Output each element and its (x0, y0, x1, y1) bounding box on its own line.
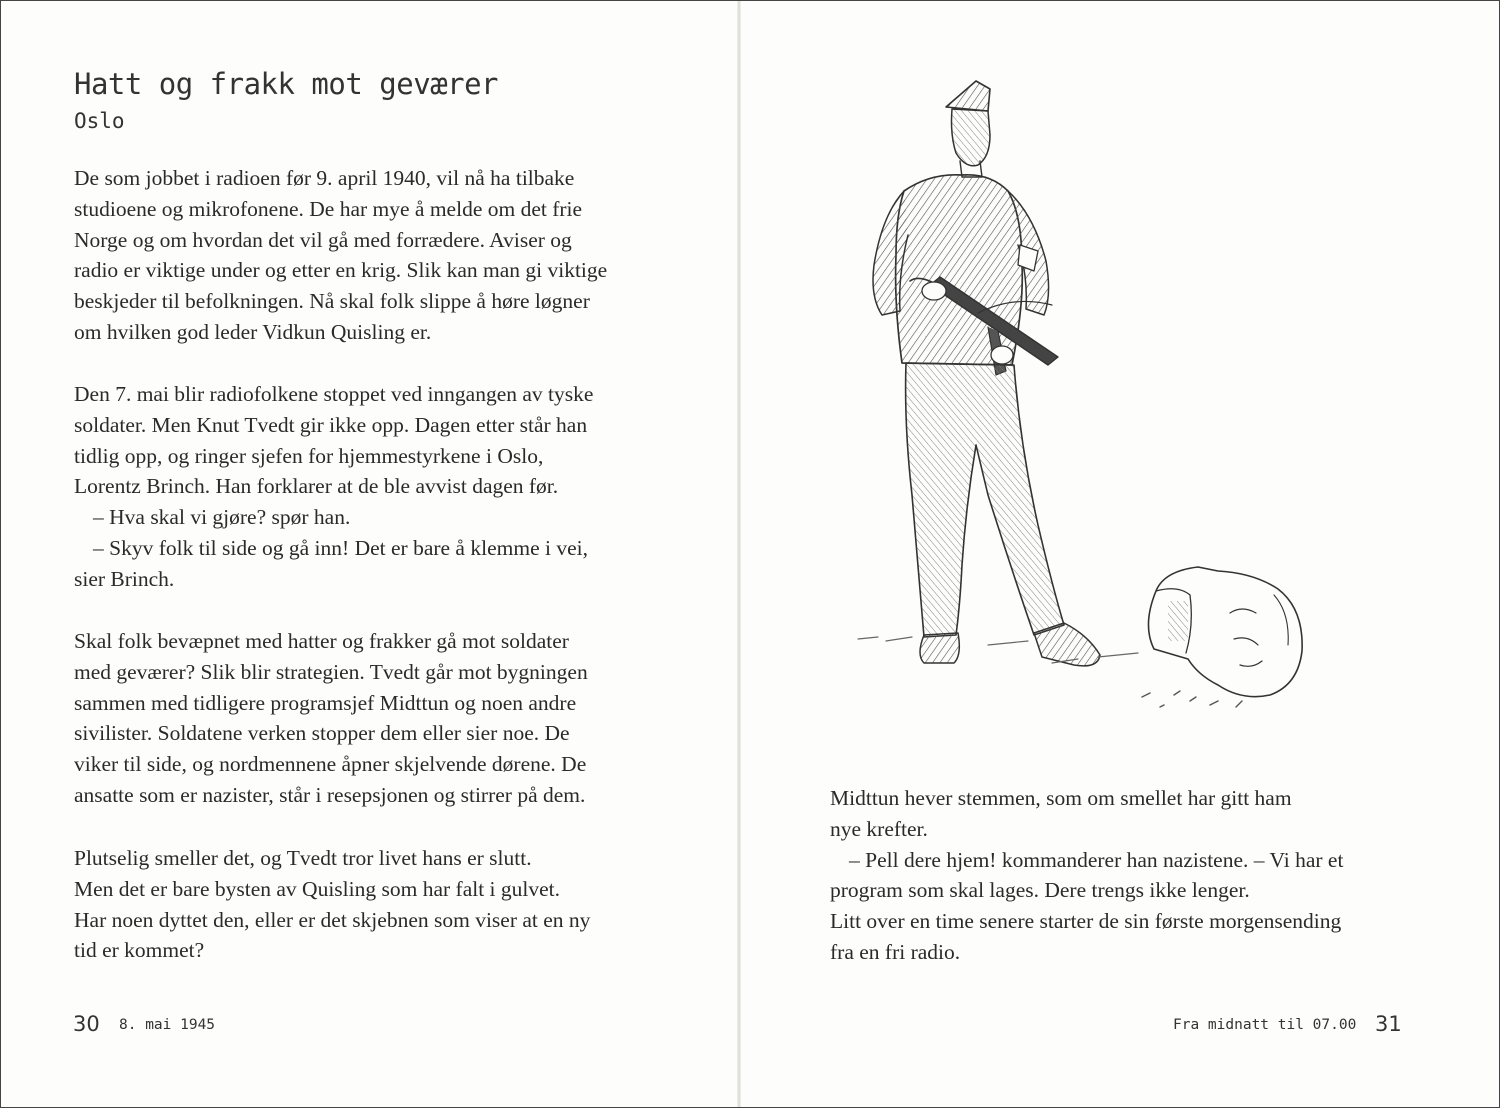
text-line: Norge og om hvordan det vil gå med forrædere. Aviser og (74, 227, 572, 252)
page-number-right: 31 (1375, 1012, 1402, 1036)
dialogue-line: – Hva skal vi gjøre? spør han. (93, 505, 351, 530)
paragraph-3 (74, 626, 588, 811)
text-line: ansatte som er nazister, står i resepsjonen og stirrer på dem. (74, 782, 586, 807)
text-line: med geværer? Slik blir strategien. Tvedt går mot bygningen (74, 659, 588, 684)
text-line: sier Brinch. (74, 566, 175, 591)
text-line: Midttun hever stemmen, som om smellet har gitt ham (830, 786, 1292, 810)
chapter-title: Hatt og frakk mot geværer (74, 67, 498, 101)
text-line: studioene og mikrofonene. De har mye å melde om det frie (74, 196, 583, 221)
text-line: De som jobbet i radioen før 9. april 1940, vil nå ha tilbake (74, 166, 575, 190)
text-line: Litt over en time senere starter de sin første morgensending (830, 909, 1342, 934)
text-line: sammen med tidligere programsjef Midttun og noen andre (74, 690, 577, 715)
running-head-left: 8. mai 1945 (119, 1017, 216, 1033)
text-line: Men det er bare bysten av Quisling som har falt i gulvet. (74, 876, 561, 901)
text-line: fra en fri radio. (830, 939, 961, 964)
chapter-place: Oslo (74, 109, 125, 133)
text-line: program som skal lages. Dere trengs ikke lenger. (830, 878, 1250, 903)
text-line: tidlig opp, og ringer sjefen for hjemmestyrkene i Oslo, (74, 443, 544, 468)
text-line: Den 7. mai blir radiofolkene stoppet ved inngangen av tyske (74, 382, 594, 406)
text-line: Lorentz Brinch. Han forklarer at de ble avvist dagen før. (74, 474, 559, 499)
paragraph-4 (74, 843, 590, 966)
text-line: Plutselig smeller det, og Tvedt tror livet hans er slutt. (74, 846, 532, 870)
text-line: nye krefter. (830, 816, 928, 841)
text-line: Har noen dyttet den, eller er det skjebnen som viser at en ny (74, 907, 591, 932)
left-page (1, 1, 737, 1107)
paragraph-1 (74, 163, 607, 348)
text-line: beskjeder til befolkningen. Nå skal folk slippe å høre løgner (74, 289, 590, 314)
right-page (741, 1, 1499, 1107)
running-head-right: Fra midnatt til 07.00 (1173, 1017, 1357, 1033)
text-line: tid er kommet? (74, 938, 205, 963)
paragraph-5 (830, 783, 1343, 968)
page-number-left: 30 (73, 1012, 100, 1036)
text-line: sivilister. Soldatene verken stopper dem eller sier noe. De (74, 721, 570, 746)
paragraph-2 (74, 379, 593, 595)
text-line: radio er viktige under og etter en krig. Slik kan man gi viktige (74, 258, 608, 283)
dialogue-line: – Skyv folk til side og gå inn! Det er bare å klemme i vei, (93, 535, 588, 560)
text-line: viker til side, og nordmennene åpner skjelvende dørene. De (74, 752, 587, 777)
text-line: om hvilken god leder Vidkun Quisling er. (74, 319, 432, 344)
text-line: Skal folk bevæpnet med hatter og frakker gå mot soldater (74, 629, 569, 653)
dialogue-line: – Pell dere hjem! kommanderer han nazistene. – Vi har et (849, 847, 1344, 872)
text-line: soldater. Men Knut Tvedt gir ikke opp. Dagen etter står han (74, 412, 588, 437)
soldier-with-rifle-and-fallen-bust-icon (838, 65, 1378, 735)
